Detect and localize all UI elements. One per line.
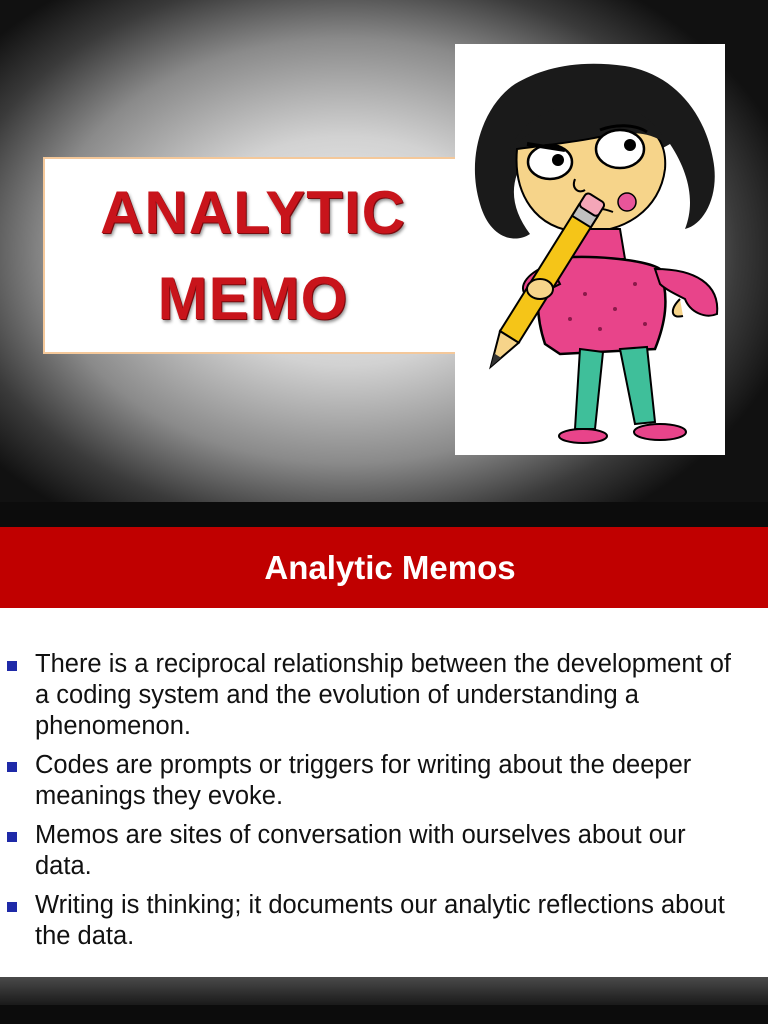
bullet-text: There is a reciprocal relationship between the development of a coding system and the evolution of understanding a phenomenon. xyxy=(35,650,731,740)
girl-thinking-illustration xyxy=(455,44,725,455)
bullet-text: Codes are prompts or triggers for writing about the deeper meanings they evoke. xyxy=(35,751,692,810)
square-bullet-icon xyxy=(7,902,17,912)
list-item xyxy=(0,820,768,882)
bullet-text: Writing is thinking; it documents our analytic reflections about the data. xyxy=(35,891,725,950)
square-bullet-icon xyxy=(7,762,17,772)
title-box xyxy=(43,157,463,354)
slide-divider xyxy=(0,977,768,1024)
title-line-2: MEMO xyxy=(157,264,349,332)
bullet-text: Memos are sites of conversation with ourselves about our data. xyxy=(35,821,686,880)
slide-heading: Analytic Memos xyxy=(264,548,516,586)
list-item xyxy=(0,649,768,742)
content-slide xyxy=(0,527,768,977)
square-bullet-icon xyxy=(7,832,17,842)
title-line-1: ANALYTIC xyxy=(100,178,406,246)
list-item xyxy=(0,890,768,952)
slide-divider xyxy=(0,502,768,527)
list-item xyxy=(0,750,768,812)
square-bullet-icon xyxy=(7,661,17,671)
heading-banner xyxy=(0,527,768,608)
bullet-list xyxy=(0,649,768,960)
title-slide xyxy=(0,0,768,502)
